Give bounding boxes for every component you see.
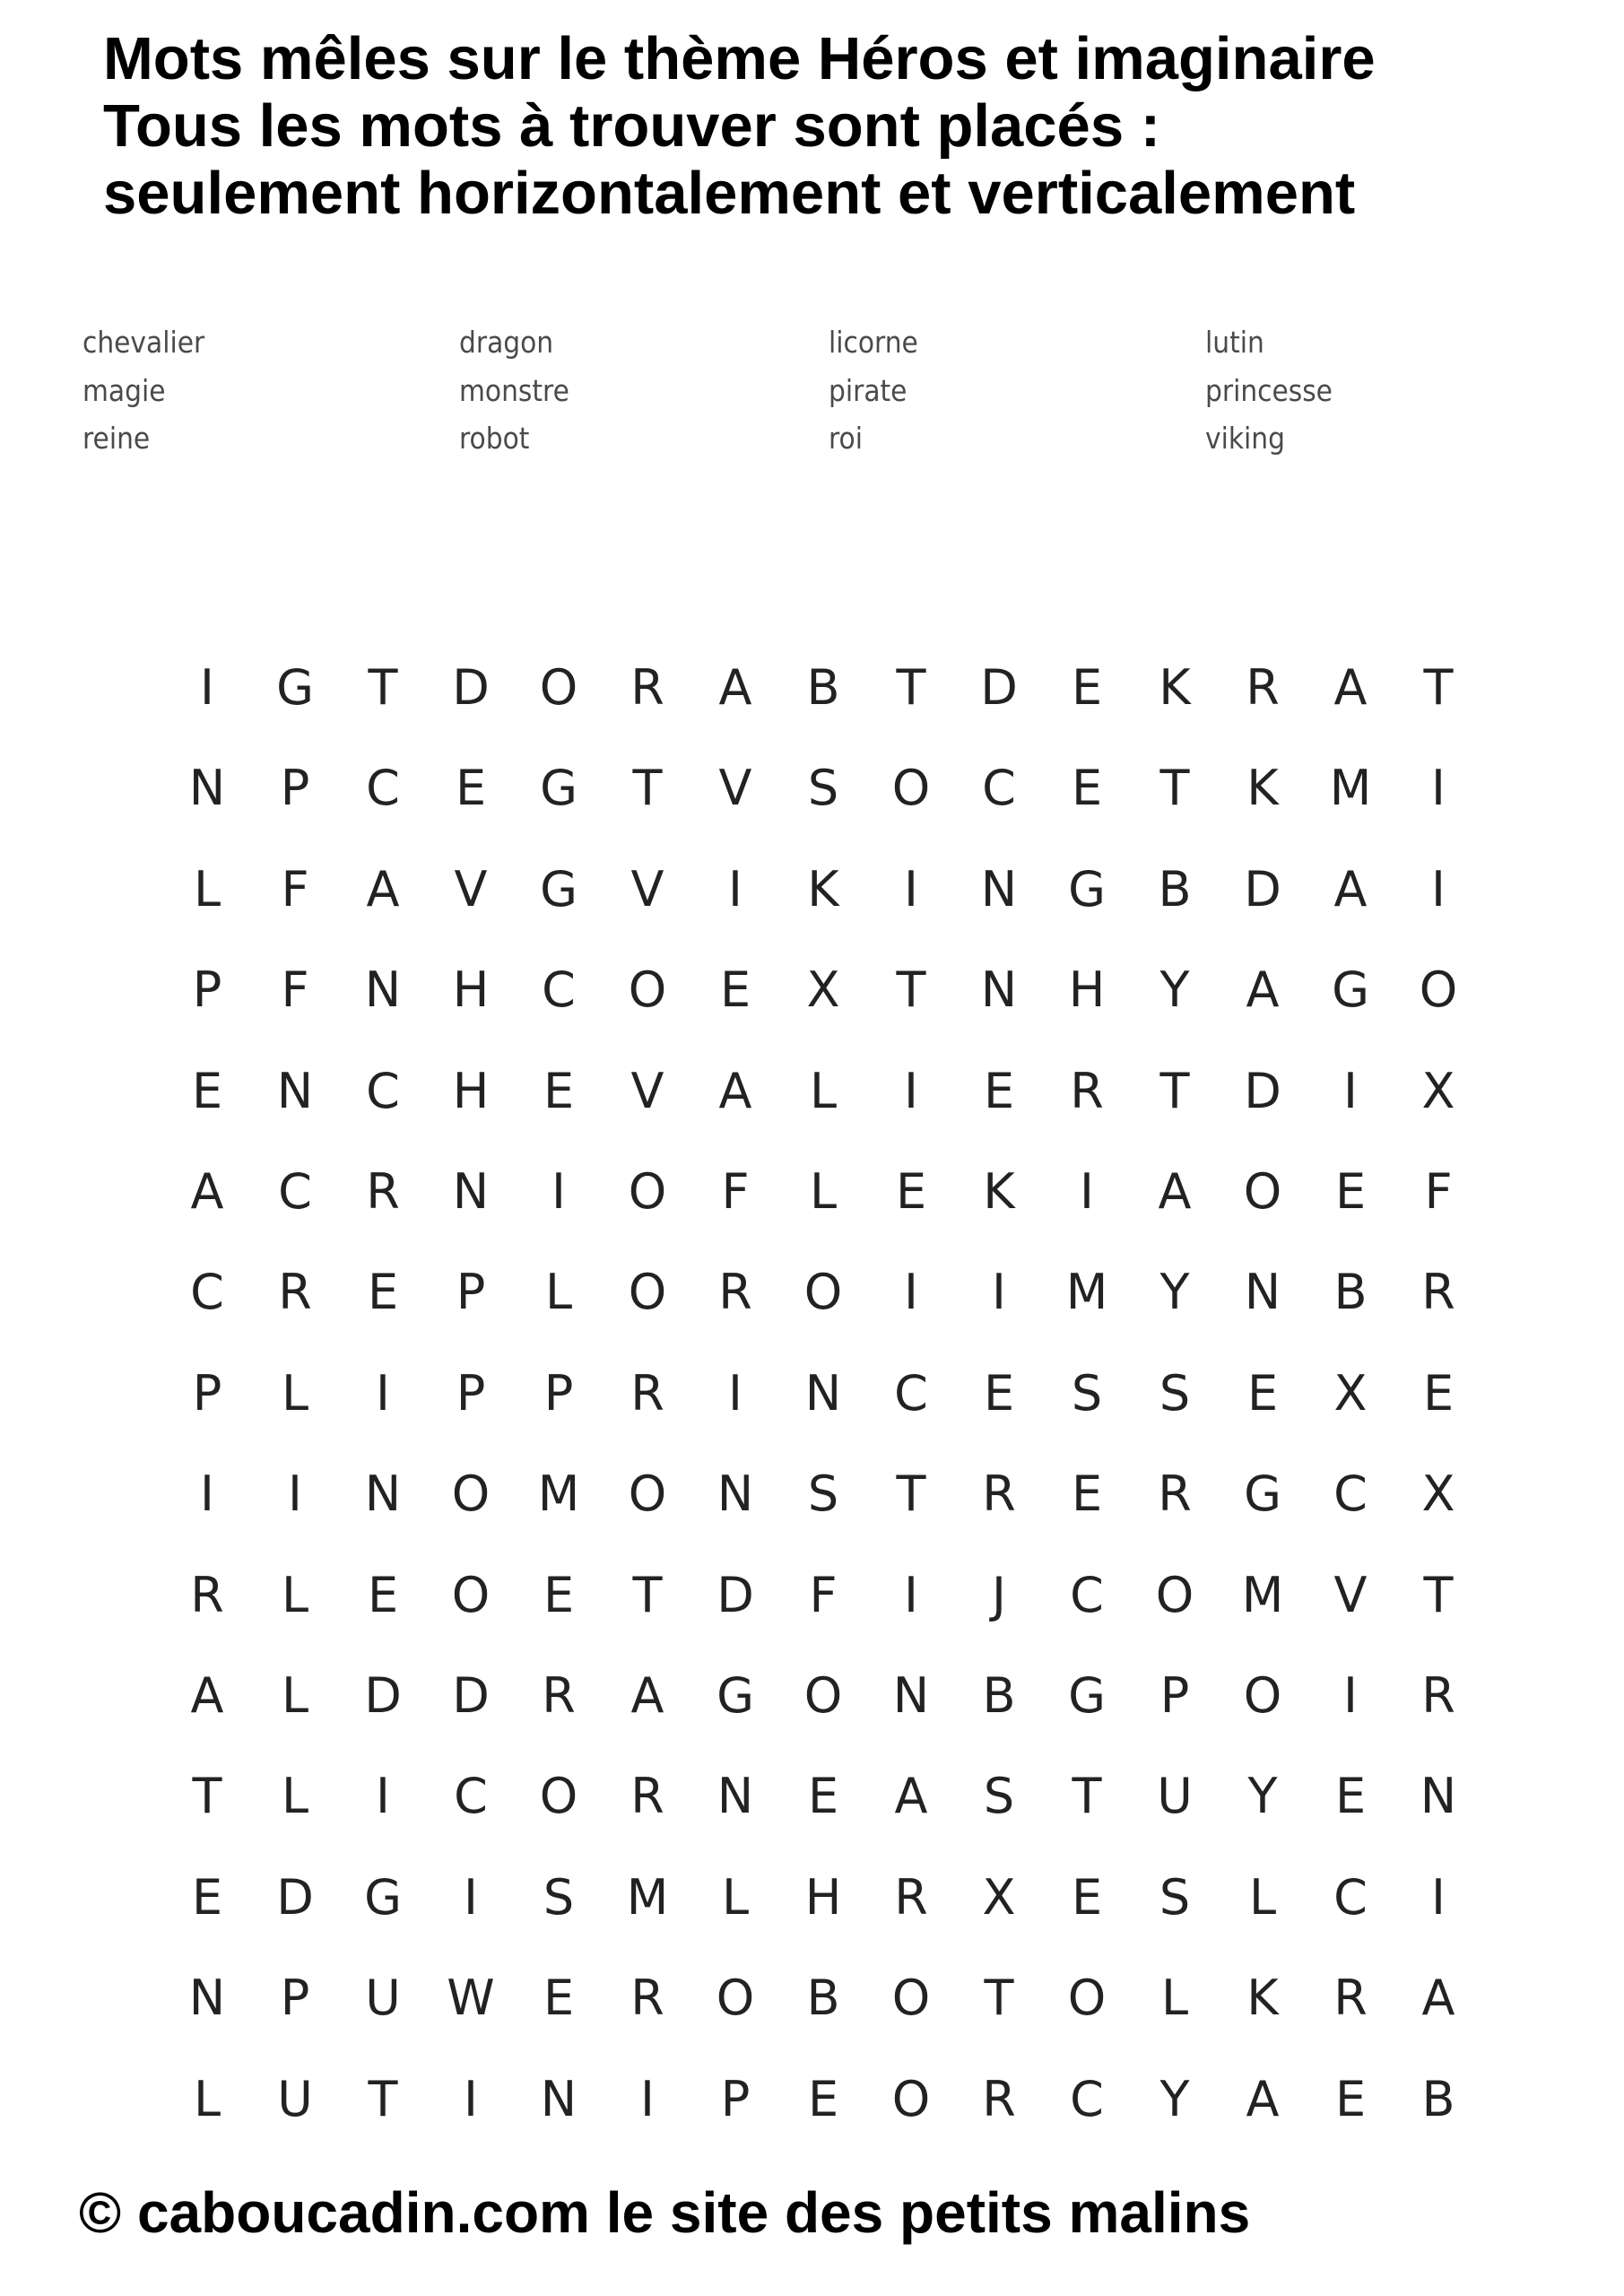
grid-cell: S	[807, 1465, 839, 1522]
grid-cell: O	[891, 759, 931, 816]
grid-cell: E	[543, 1062, 575, 1119]
grid-cell: I	[551, 1162, 566, 1220]
grid-cell: F	[809, 1566, 838, 1623]
grid-cell: E	[191, 1868, 223, 1926]
grid-cell: G	[276, 658, 314, 716]
grid-cell: N	[188, 1969, 226, 2026]
grid-cell: P	[1159, 1666, 1190, 1724]
grid-cell: F	[281, 961, 309, 1018]
grid-cell: N	[716, 1465, 754, 1522]
grid-cell: N	[1244, 1263, 1281, 1320]
grid-cell: O	[891, 2070, 931, 2127]
grid-cell: M	[537, 1465, 580, 1522]
grid-cell: N	[980, 961, 1018, 1018]
grid-cell: L	[281, 1767, 309, 1824]
grid-cell: I	[904, 860, 918, 918]
grid-cell: I	[1343, 1666, 1358, 1724]
grid-cell: E	[983, 1062, 1015, 1119]
grid-cell: J	[992, 1566, 1006, 1623]
grid-cell: C	[366, 1062, 400, 1119]
grid-cell: L	[809, 1162, 838, 1220]
grid-cell: Y	[1159, 2070, 1190, 2127]
grid-cell: U	[277, 2070, 313, 2127]
grid-cell: R	[542, 1666, 576, 1724]
grid-cell: A	[1158, 1162, 1192, 1220]
grid-cell: R	[1421, 1666, 1455, 1724]
grid-cell: B	[982, 1666, 1016, 1724]
word-list	[83, 325, 1517, 477]
grid-cell: P	[280, 759, 310, 816]
grid-cell: W	[447, 1969, 495, 2026]
grid-cell: B	[1158, 860, 1192, 918]
grid-cell: R	[278, 1263, 312, 1320]
grid-cell: R	[982, 2070, 1016, 2127]
grid-cell: K	[1246, 1969, 1279, 2026]
grid-cell: P	[456, 1364, 486, 1422]
grid-cell: R	[630, 658, 664, 716]
grid-cell: V	[630, 1062, 664, 1119]
word-list-item: lutin	[1205, 325, 1264, 360]
grid-cell: G	[716, 1666, 754, 1724]
grid-cell: T	[1423, 658, 1454, 716]
grid-cell: S	[1071, 1364, 1103, 1422]
grid-cell: K	[1246, 759, 1279, 816]
grid-cell: A	[190, 1666, 224, 1724]
grid-cell: I	[464, 1868, 478, 1926]
grid-cell: H	[1068, 961, 1106, 1018]
grid-cell: S	[1159, 1364, 1191, 1422]
word-list-item: dragon	[459, 325, 554, 360]
grid-cell: I	[1431, 1868, 1446, 1926]
grid-cell: M	[1065, 1263, 1108, 1320]
grid-cell: E	[191, 1062, 223, 1119]
grid-cell: T	[1072, 1767, 1102, 1824]
grid-cell: C	[1333, 1465, 1368, 1522]
grid-cell: I	[376, 1364, 390, 1422]
grid-cell: R	[630, 1767, 664, 1824]
grid-cell: V	[454, 860, 488, 918]
grid-cell: K	[983, 1162, 1015, 1220]
grid-cell: E	[983, 1364, 1015, 1422]
grid-cell: V	[1333, 1566, 1368, 1623]
grid-cell: E	[1246, 1364, 1279, 1422]
grid-cell: L	[193, 860, 221, 918]
grid-cell: L	[193, 2070, 221, 2127]
grid-cell: I	[200, 1465, 214, 1522]
grid-cell: I	[288, 1465, 302, 1522]
word-list-item: monstre	[459, 373, 569, 408]
grid-cell: T	[896, 1465, 926, 1522]
grid-cell: C	[1333, 1868, 1368, 1926]
word-list-item: magie	[83, 373, 166, 408]
grid-cell: L	[1248, 1868, 1277, 1926]
grid-cell: I	[904, 1263, 918, 1320]
grid-cell: T	[368, 658, 398, 716]
grid-cell: I	[728, 1364, 743, 1422]
grid-cell: V	[630, 860, 664, 918]
grid-cell: O	[1243, 1162, 1282, 1220]
grid-cell: S	[1159, 1868, 1191, 1926]
grid-cell: O	[539, 658, 578, 716]
grid-cell: X	[1421, 1062, 1455, 1119]
grid-cell: I	[464, 2070, 478, 2127]
grid-cell: I	[1431, 860, 1446, 918]
grid-cell: T	[1423, 1566, 1454, 1623]
grid-cell: N	[716, 1767, 754, 1824]
grid-cell: N	[980, 860, 1018, 918]
grid-cell: P	[543, 1364, 574, 1422]
grid-cell: P	[280, 1969, 310, 2026]
grid-cell: E	[455, 759, 487, 816]
grid-cell: I	[1431, 759, 1446, 816]
grid-cell: E	[543, 1969, 575, 2026]
grid-cell: R	[366, 1162, 400, 1220]
grid-cell: P	[720, 2070, 751, 2127]
letter-grid	[163, 637, 1508, 2161]
title-line-1: Mots mêles sur le thème Héros et imaginaire	[103, 25, 1376, 92]
grid-cell: P	[192, 1364, 222, 1422]
grid-cell: G	[1068, 860, 1106, 918]
grid-cell: I	[992, 1263, 1006, 1320]
grid-cell: L	[544, 1263, 573, 1320]
grid-cell: H	[452, 961, 490, 1018]
grid-cell: C	[366, 759, 400, 816]
grid-cell: F	[281, 860, 309, 918]
grid-cell: G	[364, 1868, 402, 1926]
word-list-item: viking	[1205, 421, 1285, 456]
grid-cell: A	[1246, 961, 1280, 1018]
grid-cell: I	[904, 1566, 918, 1623]
page-title	[103, 25, 1592, 227]
grid-cell: R	[894, 1868, 928, 1926]
word-list-item: princesse	[1205, 373, 1333, 408]
grid-cell: D	[980, 658, 1018, 716]
grid-cell: T	[1159, 1062, 1190, 1119]
grid-cell: O	[803, 1263, 843, 1320]
grid-cell: R	[630, 1364, 664, 1422]
grid-cell: U	[1157, 1767, 1193, 1824]
word-list-item: reine	[83, 421, 151, 456]
grid-cell: C	[894, 1364, 928, 1422]
grid-cell: B	[806, 1969, 840, 2026]
grid-cell: N	[540, 2070, 578, 2127]
grid-cell: E	[1071, 1465, 1103, 1522]
grid-cell: E	[1422, 1364, 1455, 1422]
grid-cell: O	[803, 1666, 843, 1724]
grid-cell: T	[368, 2070, 398, 2127]
grid-cell: C	[454, 1767, 488, 1824]
grid-cell: E	[1071, 759, 1103, 816]
grid-cell: T	[896, 961, 926, 1018]
grid-cell: D	[716, 1566, 754, 1623]
grid-cell: X	[1333, 1364, 1368, 1422]
grid-cell: B	[806, 658, 840, 716]
grid-cell: E	[1334, 1767, 1367, 1824]
word-list-item: chevalier	[83, 325, 205, 360]
grid-cell: N	[364, 961, 402, 1018]
grid-cell: E	[1334, 1162, 1367, 1220]
grid-cell: I	[640, 2070, 655, 2127]
grid-cell: N	[276, 1062, 314, 1119]
grid-cell: U	[365, 1969, 401, 2026]
grid-cell: A	[630, 1666, 664, 1724]
grid-cell: C	[1070, 2070, 1104, 2127]
grid-cell: P	[192, 961, 222, 1018]
grid-cell: N	[452, 1162, 490, 1220]
grid-cell: Y	[1159, 1263, 1190, 1320]
grid-cell: A	[1421, 1969, 1455, 2026]
grid-cell: T	[632, 759, 663, 816]
grid-cell: M	[1241, 1566, 1284, 1623]
grid-cell: P	[456, 1263, 486, 1320]
word-list-item: pirate	[829, 373, 908, 408]
grid-cell: S	[543, 1868, 575, 1926]
grid-cell: K	[1159, 658, 1191, 716]
grid-cell: C	[542, 961, 576, 1018]
grid-cell: A	[894, 1767, 928, 1824]
grid-cell: T	[984, 1969, 1014, 2026]
grid-cell: R	[1158, 1465, 1192, 1522]
grid-cell: D	[1244, 1062, 1281, 1119]
grid-cell: L	[1160, 1969, 1189, 2026]
grid-cell: V	[718, 759, 752, 816]
grid-cell: N	[892, 1666, 930, 1724]
grid-cell: T	[192, 1767, 222, 1824]
grid-cell: X	[806, 961, 840, 1018]
grid-cell: O	[628, 1263, 667, 1320]
grid-cell: T	[896, 658, 926, 716]
grid-cell: G	[540, 860, 578, 918]
word-list-item: robot	[459, 421, 530, 456]
title-line-2: Tous les mots à trouver sont placés :	[103, 92, 1161, 160]
footer-copyright: © caboucadin.com le site des petits malins	[79, 2180, 1251, 2245]
grid-cell: A	[1333, 658, 1368, 716]
grid-cell: D	[1244, 860, 1281, 918]
grid-cell: E	[1071, 1868, 1103, 1926]
grid-cell: R	[630, 1969, 664, 2026]
grid-cell: H	[804, 1868, 842, 1926]
grid-cell: R	[190, 1566, 224, 1623]
grid-cell: O	[628, 961, 667, 1018]
grid-cell: O	[1155, 1566, 1194, 1623]
grid-cell: C	[1070, 1566, 1104, 1623]
grid-cell: R	[1421, 1263, 1455, 1320]
title-line-3: seulement horizontalement et verticalement	[103, 160, 1356, 227]
grid-cell: E	[719, 961, 751, 1018]
grid-cell: L	[281, 1364, 309, 1422]
grid-cell: I	[376, 1767, 390, 1824]
grid-cell: E	[543, 1566, 575, 1623]
grid-cell: D	[452, 1666, 490, 1724]
grid-cell: I	[1343, 1062, 1358, 1119]
grid-cell: A	[718, 1062, 752, 1119]
grid-cell: G	[540, 759, 578, 816]
grid-cell: E	[1334, 2070, 1367, 2127]
grid-cell: A	[718, 658, 752, 716]
grid-cell: O	[891, 1969, 931, 2026]
word-list-item: roi	[829, 421, 863, 456]
grid-cell: C	[982, 759, 1016, 816]
grid-cell: R	[982, 1465, 1016, 1522]
grid-cell: S	[807, 759, 839, 816]
grid-cell: C	[278, 1162, 312, 1220]
grid-cell: F	[1424, 1162, 1453, 1220]
grid-cell: E	[367, 1263, 399, 1320]
grid-cell: O	[628, 1162, 667, 1220]
grid-cell: O	[451, 1566, 491, 1623]
grid-cell: E	[367, 1566, 399, 1623]
grid-cell: E	[807, 1767, 839, 1824]
grid-cell: C	[190, 1263, 224, 1320]
grid-cell: R	[1070, 1062, 1104, 1119]
grid-cell: S	[983, 1767, 1015, 1824]
grid-cell: R	[1246, 658, 1280, 716]
grid-cell: H	[452, 1062, 490, 1119]
grid-cell: O	[628, 1465, 667, 1522]
grid-cell: E	[807, 2070, 839, 2127]
grid-cell: G	[1068, 1666, 1106, 1724]
grid-cell: N	[364, 1465, 402, 1522]
grid-cell: X	[982, 1868, 1016, 1926]
grid-cell: M	[1329, 759, 1372, 816]
grid-cell: B	[1333, 1263, 1368, 1320]
grid-cell: N	[188, 759, 226, 816]
grid-cell: B	[1421, 2070, 1455, 2127]
grid-cell: L	[281, 1566, 309, 1623]
grid-cell: N	[804, 1364, 842, 1422]
grid-cell: G	[1332, 961, 1369, 1018]
grid-cell: R	[1333, 1969, 1368, 2026]
grid-cell: Y	[1159, 961, 1190, 1018]
grid-cell: A	[366, 860, 400, 918]
grid-cell: E	[1071, 658, 1103, 716]
grid-cell: T	[632, 1566, 663, 1623]
grid-cell: M	[626, 1868, 669, 1926]
grid-cell: I	[1080, 1162, 1094, 1220]
grid-cell: D	[364, 1666, 402, 1724]
grid-cell: O	[1067, 1969, 1107, 2026]
grid-cell: R	[718, 1263, 752, 1320]
grid-cell: T	[1159, 759, 1190, 816]
grid-cell: G	[1244, 1465, 1281, 1522]
grid-cell: O	[1243, 1666, 1282, 1724]
grid-cell: F	[721, 1162, 750, 1220]
grid-cell: Y	[1247, 1767, 1278, 1824]
grid-cell: L	[809, 1062, 838, 1119]
grid-cell: O	[1419, 961, 1458, 1018]
grid-cell: L	[281, 1666, 309, 1724]
grid-cell: I	[728, 860, 743, 918]
grid-cell: L	[721, 1868, 750, 1926]
grid-cell: O	[539, 1767, 578, 1824]
grid-cell: N	[1420, 1767, 1457, 1824]
grid-cell: X	[1421, 1465, 1455, 1522]
grid-cell: I	[200, 658, 214, 716]
grid-cell: E	[895, 1162, 927, 1220]
grid-cell: A	[1333, 860, 1368, 918]
grid-cell: O	[716, 1969, 755, 2026]
grid-cell: K	[807, 860, 839, 918]
grid-cell: I	[904, 1062, 918, 1119]
grid-cell: A	[190, 1162, 224, 1220]
grid-cell: D	[276, 1868, 314, 1926]
grid-cell: D	[452, 658, 490, 716]
grid-cell: O	[451, 1465, 491, 1522]
word-list-item: licorne	[829, 325, 918, 360]
grid-cell: A	[1246, 2070, 1280, 2127]
